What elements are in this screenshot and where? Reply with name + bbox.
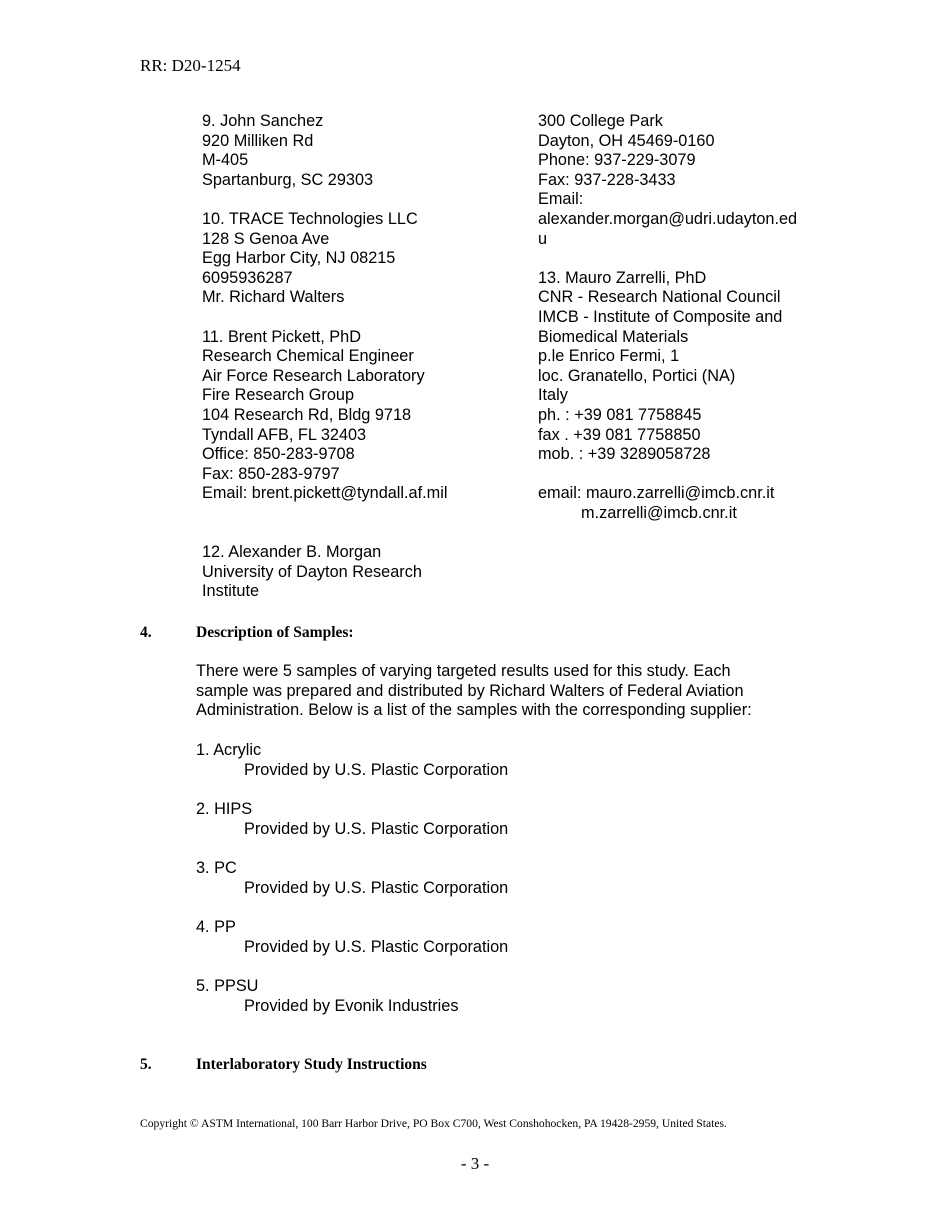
contact-line: 6095936287	[202, 268, 293, 287]
contact-line: Office: 850-283-9708	[202, 445, 355, 464]
paragraph-line: Administration. Below is a list of the samples with the corresponding supplier:	[196, 701, 752, 720]
sample-name: 3. PC	[196, 859, 237, 877]
contact-email[interactable]: email: mauro.zarrelli@imcb.cnr.it	[538, 484, 775, 503]
section-number: 5.	[140, 1056, 152, 1073]
contact-block	[202, 543, 447, 602]
sample-provider: Provided by U.S. Plastic Corporation	[244, 878, 509, 897]
contact-line: CNR - Research National Council	[538, 288, 781, 307]
section-heading: Interlaboratory Study Instructions	[196, 1056, 427, 1073]
contact-line: mob. : +39 3289058728	[538, 445, 711, 464]
contact-line: IMCB - Institute of Composite and	[538, 307, 783, 326]
contact-line: 9. John Sanchez	[202, 112, 324, 130]
sample-item	[196, 977, 508, 1036]
section-heading: Description of Samples:	[196, 624, 354, 641]
contact-line: 10. TRACE Technologies LLC	[202, 209, 418, 228]
contact-line: Fax: 937-228-3433	[538, 170, 676, 189]
sample-name: 2. HIPS	[196, 800, 253, 818]
contact-email[interactable]: m.zarrelli@imcb.cnr.it	[581, 503, 737, 522]
contact-line: Research Chemical Engineer	[202, 347, 414, 366]
contacts-left-column	[202, 112, 447, 602]
section-number: 4.	[140, 624, 152, 641]
contact-block	[538, 269, 797, 524]
contact-line: ph. : +39 081 7758845	[538, 405, 702, 424]
contact-line: Dayton, OH 45469-0160	[538, 131, 715, 150]
contact-line: Spartanburg, SC 29303	[202, 170, 374, 189]
contact-line: 104 Research Rd, Bldg 9718	[202, 405, 412, 424]
contact-block	[202, 210, 447, 308]
sample-item	[196, 800, 508, 859]
contact-line: Fax: 850-283-9797	[202, 464, 340, 483]
contact-line: 12. Alexander B. Morgan	[202, 543, 382, 562]
contact-email[interactable]: alexander.morgan@udri.udayton.ed	[538, 209, 798, 228]
contact-line: Biomedical Materials	[538, 327, 689, 346]
contact-block	[202, 112, 447, 190]
sample-provider: Provided by U.S. Plastic Corporation	[244, 760, 509, 779]
contact-line: p.le Enrico Fermi, 1	[538, 347, 680, 366]
copyright-footer: Copyright © ASTM International, 100 Barr Harbor Drive, PO Box C700, West Conshohocken, PA 19428-2959, United States.	[140, 1117, 727, 1130]
sample-name: 1. Acrylic	[196, 741, 262, 759]
contacts-right-column	[538, 112, 797, 523]
contact-line: Phone: 937-229-3079	[538, 151, 696, 170]
contact-line: Egg Harbor City, NJ 08215	[202, 249, 396, 268]
contact-line: Air Force Research Laboratory	[202, 366, 425, 385]
sample-item	[196, 918, 508, 977]
paragraph-line: There were 5 samples of varying targeted results used for this study. Each	[196, 662, 731, 680]
contact-block	[202, 328, 447, 504]
contact-line: 13. Mauro Zarrelli, PhD	[538, 268, 707, 287]
samples-list	[196, 741, 508, 1036]
contact-line: fax . +39 081 7758850	[538, 425, 701, 444]
contact-line: 300 College Park	[538, 112, 663, 130]
contact-line: loc. Granatello, Portici (NA)	[538, 366, 736, 385]
sample-provider: Provided by U.S. Plastic Corporation	[244, 937, 509, 956]
contact-line: 128 S Genoa Ave	[202, 229, 330, 248]
contact-line: Fire Research Group	[202, 386, 355, 405]
contact-line: Email:	[538, 190, 584, 209]
contact-line: University of Dayton Research	[202, 562, 422, 581]
contact-email[interactable]: u	[538, 229, 548, 248]
contact-line: 920 Milliken Rd	[202, 131, 314, 150]
sample-name: 5. PPSU	[196, 977, 259, 995]
contact-block	[538, 112, 797, 249]
contact-line: M-405	[202, 151, 249, 170]
sample-name: 4. PP	[196, 918, 236, 936]
document-reference: RR: D20-1254	[140, 56, 241, 75]
sample-item	[196, 741, 508, 800]
sample-provider: Provided by Evonik Industries	[244, 996, 459, 1015]
sample-item	[196, 859, 508, 918]
contact-line: Mr. Richard Walters	[202, 288, 345, 307]
contact-email[interactable]: Email: brent.pickett@tyndall.af.mil	[202, 484, 448, 503]
sample-provider: Provided by U.S. Plastic Corporation	[244, 819, 509, 838]
paragraph-line: sample was prepared and distributed by Richard Walters of Federal Aviation	[196, 681, 744, 700]
samples-intro-paragraph	[196, 662, 752, 721]
page-number: - 3 -	[460, 1154, 490, 1173]
contact-line: Tyndall AFB, FL 32403	[202, 425, 367, 444]
contact-line: Institute	[202, 582, 260, 601]
contact-line: 11. Brent Pickett, PhD	[202, 327, 361, 346]
contact-line: Italy	[538, 386, 568, 405]
